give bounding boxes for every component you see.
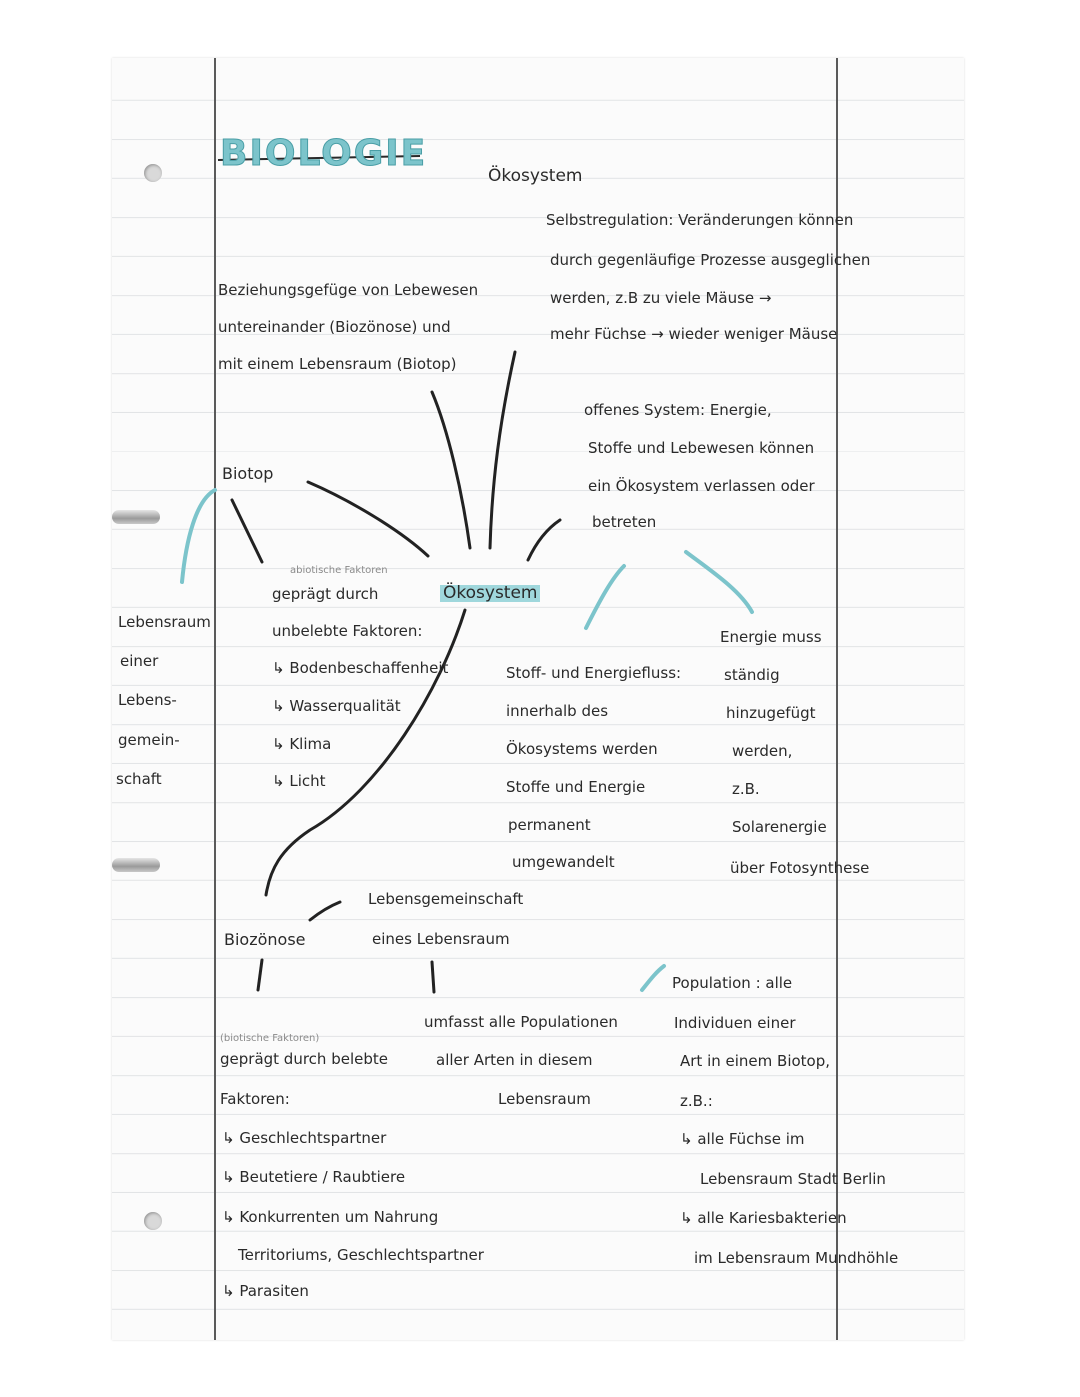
definition-line: mit einem Lebensraum (Biotop) [218,355,457,373]
energie-line: hinzugefügt [726,704,816,722]
biozoenose-line: ↳ Parasiten [222,1282,309,1300]
offenes-system-line: ein Ökosystem verlassen oder [588,477,815,495]
lebensraum-line: schaft [116,770,162,788]
connector-selbstregulation [490,352,515,548]
accent-lebensraum [182,490,215,582]
connector-definition [432,392,470,548]
offenes-system-line: betreten [592,513,657,531]
connector-lebensgemeinschaft [310,902,340,920]
stofffluss-line: umgewandelt [512,853,615,871]
lebensraum-line: einer [120,652,159,670]
population-line: Art in einem Biotop, [680,1052,831,1070]
energie-line: über Fotosynthese [730,859,870,877]
connector-biozoenose-down [258,960,262,990]
population-line: z.B.: [680,1092,713,1110]
biozoenose-line: geprägt durch belebte [220,1050,388,1068]
offenes-system-line: offenes System: Energie, [584,401,772,419]
connector-lebensgemeinschaft-down [432,962,434,992]
accent-energie [686,552,752,612]
center-ecosystem-label: Ökosystem [440,585,540,602]
offenes-system-line: Stoffe und Lebewesen können [588,439,815,457]
biozoenose-line: ↳ Beutetiere / Raubtiere [222,1168,406,1186]
lebensraum-line: gemein- [118,731,180,749]
lebensraum-line: Lebensraum [118,613,211,631]
biozoenose-line: ↳ Konkurrenten um Nahrung [222,1208,439,1226]
selbstregulation-line: Selbstregulation: Veränderungen können [546,211,854,229]
energie-line: werden, [732,742,793,760]
umfasst-line: Lebensraum [498,1090,591,1108]
biozoenose-note: (biotische Faktoren) [220,1033,320,1044]
biotop-line: ↳ Klima [272,735,332,753]
population-line: ↳ alle Kariesbakterien [680,1209,847,1227]
biotop-line: ↳ Wasserqualität [272,697,401,715]
connector-offenes [528,520,560,560]
selbstregulation-line: mehr Füchse → wieder weniger Mäuse [550,325,838,343]
population-line: Individuen einer [674,1014,796,1032]
biotop-line: ↳ Bodenbeschaffenheit [272,659,449,677]
population-line: Lebensraum Stadt Berlin [700,1170,886,1188]
stofffluss-line: innerhalb des [506,702,609,720]
biotop-note: abiotische Faktoren [290,565,388,576]
definition-line: untereinander (Biozönose) und [218,318,451,336]
lebensraum-line: Lebens- [118,691,177,709]
biotop-line: ↳ Licht [272,772,326,790]
energie-line: Energie muss [720,628,822,646]
population-line: ↳ alle Füchse im [680,1130,805,1148]
biozoenose-line: ↳ Geschlechtspartner [222,1129,387,1147]
connector-biotop-down [232,500,262,562]
energie-line: Solarenergie [732,818,827,836]
biotop-label: Biotop [222,464,274,483]
biotop-line: unbelebte Faktoren: [272,622,423,640]
stofffluss-line: Stoffe und Energie [506,778,646,796]
page-title: BIOLOGIE [220,133,428,174]
accent-population [642,966,664,990]
lebensgemeinschaft-line: eines Lebensraum [372,930,510,948]
accent-stofffluss [586,566,624,628]
biozoenose-label: Biozönose [224,930,306,949]
energie-line: ständig [724,666,780,684]
biozoenose-line: Faktoren: [220,1090,290,1108]
lebensgemeinschaft-line: Lebensgemeinschaft [368,890,524,908]
umfasst-line: aller Arten in diesem [436,1051,593,1069]
definition-line: Beziehungsgefüge von Lebewesen [218,281,479,299]
connector-biotop [308,482,428,556]
energie-line: z.B. [732,780,760,798]
umfasst-line: umfasst alle Populationen [424,1013,618,1031]
population-line: im Lebensraum Mundhöhle [694,1249,899,1267]
selbstregulation-line: werden, z.B zu viele Mäuse → [550,289,772,307]
biozoenose-line: Territoriums, Geschlechtspartner [238,1246,484,1264]
stofffluss-line: Stoff- und Energiefluss: [506,664,682,682]
population-line: Population : alle [672,974,793,992]
stofffluss-line: Ökosystems werden [506,740,658,758]
stofffluss-line: permanent [508,816,591,834]
selbstregulation-line: durch gegenläufige Prozesse ausgeglichen [550,251,871,269]
topic-heading: Ökosystem [488,166,583,186]
biotop-line: geprägt durch [272,585,379,603]
